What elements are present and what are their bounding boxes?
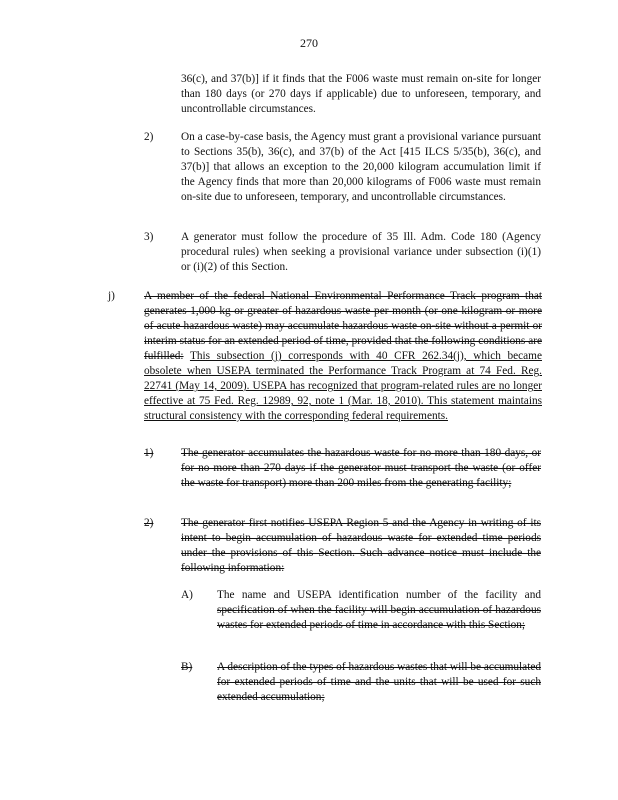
deleted-text: specification of when the facility will begin accumulation of hazardous wastes for extended periods of time in accordance with this Section; bbox=[217, 604, 541, 631]
deleted-text: A description of the types of hazardous wastes that will be accumulated for extended periods of time and the units that will be used for such extended accumulation; bbox=[217, 661, 541, 703]
continuation-paragraph: 36(c), and 37(b)] if it finds that the F006 waste must remain on-site for longer than 180 days (or 270 days if applicable) due to unforeseen, temporary, and uncontrollable circumstances. bbox=[181, 73, 541, 115]
subsection-marker: j) bbox=[108, 290, 115, 302]
item-text bbox=[181, 446, 541, 491]
subitem-text bbox=[217, 588, 541, 633]
deleted-text: The generator accumulates the hazardous waste for no more than 180 days, or for no more than 270 days if the generator must transport the waste (or offer the waste for transport) more than 200 miles from the generating facility; bbox=[181, 447, 541, 489]
item-text bbox=[181, 516, 541, 576]
inserted-text: This subsection (j) corresponds with 40 CFR 262.34(j), which became obsolete when USEPA terminated the Performance Track Program at 74 Fed. Reg. 22741 (May 14, 2009). USEPA has recognized that program-related rules are no longer effective at 75 Fed. Reg. 12989, 92, note 1 (Mar. 18, 2010). This statement maintains structural consistency with the corresponding federal requirements. bbox=[144, 350, 542, 422]
retained-text: The name and USEPA identification number of the facility and bbox=[217, 589, 541, 601]
subitem-text bbox=[217, 660, 541, 705]
subitem-marker: B) bbox=[181, 661, 193, 673]
subsection-text bbox=[144, 289, 542, 424]
subitem-marker: A) bbox=[181, 589, 193, 601]
deleted-text: A member of the federal National Environmental Performance Track program that generates 1,000 kg or greater of hazardous waste per month (or one kilogram or more of acute hazardous waste) may accumulate hazardous waste on-site without a permit or interim status for an extended period of time, provided that the following conditions are fulfilled: bbox=[144, 290, 542, 362]
item-marker: 2) bbox=[144, 131, 154, 143]
item-text: A generator must follow the procedure of 35 Ill. Adm. Code 180 (Agency procedural rules) when seeking a provisional variance under subsection (i)(1) or (i)(2) of this Section. bbox=[181, 231, 541, 273]
item-text: On a case-by-case basis, the Agency must grant a provisional variance pursuant to Sections 35(b), 36(c), and 37(b) of the Act [415 ILCS 5/35(b), 36(c), and 37(b)] that allows an exception to the 20,000 kilogram accumulation limit if the Agency finds that more than 20,000 kilograms of F006 waste must remain on-site due to unforeseen, temporary, and uncontrollable circumstances. bbox=[181, 131, 541, 203]
item-marker: 2) bbox=[144, 517, 154, 529]
deleted-text: The generator first notifies USEPA Region 5 and the Agency in writing of its intent to begin accumulation of hazardous waste for extended time periods under the provisions of this Section. Such advance notice must include the following information: bbox=[181, 517, 541, 574]
item-marker: 1) bbox=[144, 447, 154, 459]
page-number: 270 bbox=[300, 36, 318, 50]
item-marker: 3) bbox=[144, 231, 154, 243]
